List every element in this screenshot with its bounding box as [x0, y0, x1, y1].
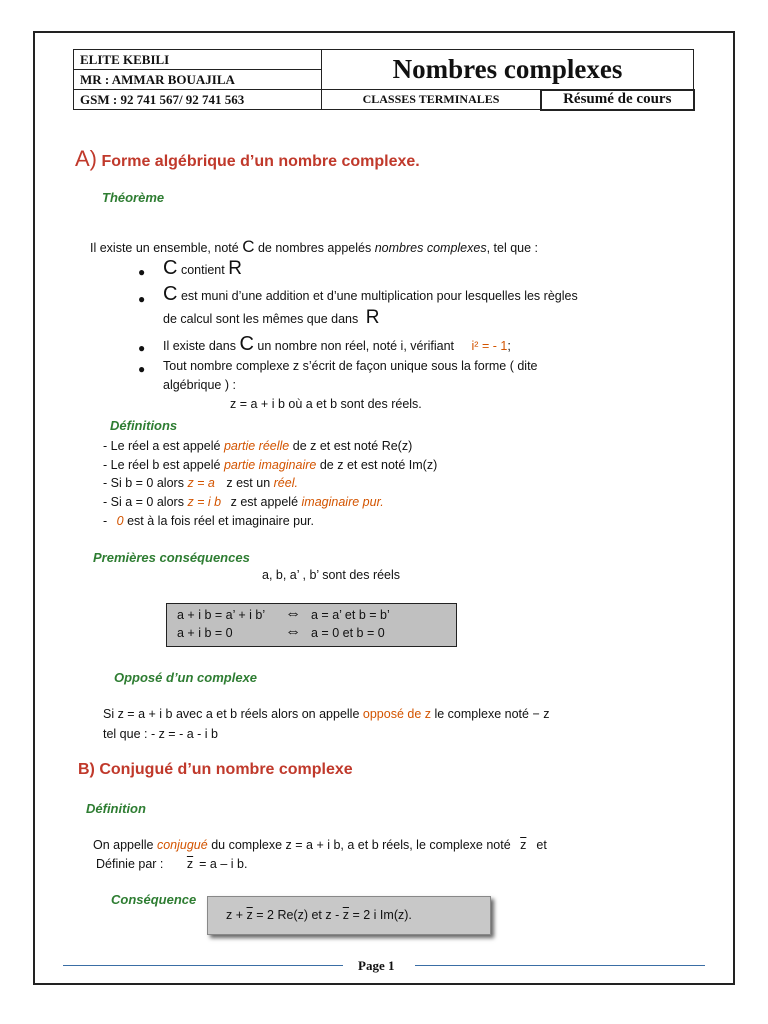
conjugate-formula: Définie par : $\overline{z} = a - i$ b.	[96, 857, 248, 871]
section-b-letter: B)	[78, 761, 95, 778]
bullet-icon: ●	[138, 265, 146, 279]
equivalence-icon: ⇔	[285, 623, 301, 640]
bullet-2: C est muni d’une addition et d’une multiplication pour lesquelles les règles	[163, 283, 578, 305]
section-a-title: Forme algébrique d’un nombre complexe.	[101, 153, 420, 170]
definition-3: - Si b = 0 alors z = a z est un réel.	[103, 476, 298, 490]
theorem-intro: Il existe un ensemble, noté C de nombres appelés nombres complexes, tel que :	[90, 237, 539, 256]
definition-5: - 0 est à la fois réel et imaginaire pur.	[103, 514, 314, 528]
bullet-4-cont: algébrique ) :	[163, 378, 236, 392]
bullet-3: Il existe dans C un nombre non réel, noté i, vérifiant i² = - 1;	[163, 333, 511, 355]
bullet-icon: ●	[138, 362, 146, 376]
consequence-label: Conséquence	[111, 892, 197, 907]
opposite-label: Opposé d’un complexe	[114, 670, 258, 685]
equivalence-icon: ⇔	[285, 605, 301, 622]
definition-2: - Le réel b est appelé partie imaginaire de z et est noté Im(z)	[103, 458, 438, 472]
opposite-text: Si z = a + i b avec a et b réels alors on appelle opposé de z le complexe noté − z	[103, 707, 550, 721]
definition-1: - Le réel a est appelé partie réelle de z et est noté Re(z)	[103, 439, 413, 453]
school-name: ELITE KEBILI	[74, 50, 322, 70]
definitions-label: Définitions	[110, 418, 178, 433]
summary-label: Résumé de cours	[541, 90, 693, 110]
document-title: Nombres complexes	[322, 50, 694, 90]
bullet-2-cont: de calcul sont les mêmes que dans R	[163, 307, 380, 328]
consequences-text: a, b, a’ , b’ sont des réels	[262, 568, 401, 582]
bullet-4: Tout nombre complexe z s’écrit de façon unique sous la forme ( dite	[163, 359, 538, 373]
definition-4: - Si a = 0 alors z = i b z est appelé imaginaire pur.	[103, 495, 384, 509]
bullet-icon: ●	[138, 341, 146, 355]
bullet-1: C contient R	[163, 257, 242, 279]
page-number: Page 1	[358, 958, 395, 973]
definition-label: Définition	[86, 801, 146, 816]
footer-rule-left	[63, 965, 343, 966]
teacher-name: MR : AMMAR BOUAJILA	[74, 70, 322, 90]
opposite-formula: tel que : - z = - a - i b	[103, 727, 218, 741]
section-a-heading	[75, 146, 420, 172]
classes-label: CLASSES TERMINALES	[322, 90, 542, 110]
section-a-letter: A)	[75, 146, 97, 171]
section-b-title: Conjugué d’un nombre complexe	[99, 761, 353, 778]
gsm-contact: GSM : 92 741 567/ 92 741 563	[74, 90, 322, 110]
algebraic-form: z = a + i b où a et b sont des réels.	[230, 397, 422, 411]
conjugate-definition: On appelle conjugué du complexe z = a + i b, a et b réels, le complexe noté $\overline{z}$ et	[93, 838, 547, 852]
conjugate-consequence-box: $z + \overline{z} = 2$ Re(z) et $z - \overline{z} = 2$ i Im(z).	[207, 896, 491, 935]
consequences-label: Premières conséquences	[93, 550, 250, 565]
theorem-label: Théorème	[102, 190, 165, 205]
bullet-icon: ●	[138, 292, 146, 306]
header-table	[73, 49, 695, 111]
section-b-heading	[78, 761, 353, 779]
equality-box: a + i b = a’ + i b’ ⇔ a = a’ et b = b’ a + i b = 0 ⇔ a = 0 et b = 0	[166, 603, 457, 647]
footer-rule-right	[415, 965, 705, 966]
